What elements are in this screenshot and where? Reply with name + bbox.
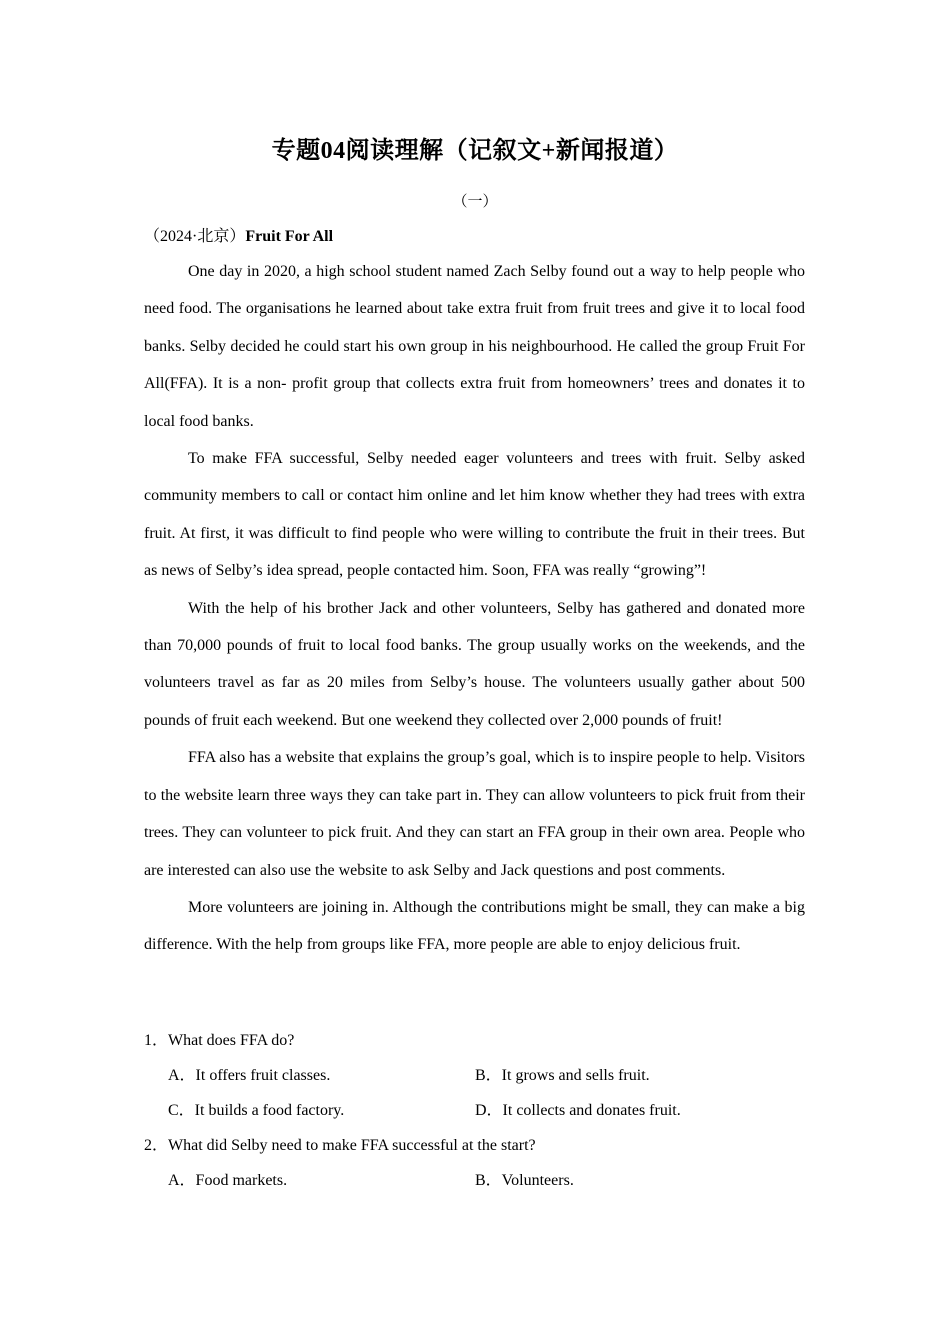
- question-stem: 1．What does FFA do?: [144, 1032, 295, 1049]
- paragraph: One day in 2020, a high school student named Zach Selby found out a way to help people who need food. The organisations he learned about take extra fruit from fruit trees and give it to local food banks. Selby decided he could start his own group in his neighbourhood. He called the group Fruit For All(FFA). It is a non- profit group that collects extra fruit from homeowners’ trees and donates it to local food banks.: [144, 263, 805, 430]
- passage-header: [144, 225, 333, 249]
- question-2: [144, 1134, 805, 1204]
- section-number: （一）: [452, 194, 498, 210]
- option-a: A．It offers fruit classes.: [168, 1067, 331, 1084]
- option-row: [144, 1064, 805, 1099]
- paragraph: FFA also has a website that explains the group’s goal, which is to inspire people to help. Visitors to the website learn three ways they can take part in. They can allow volunteers to pick fruit from their trees. They can volunteer to pick fruit. And they can start an FFA group in their own area. People who are interested can also use the website to ask Selby and Jack questions and post comments.: [144, 749, 805, 879]
- option-b: B．It grows and sells fruit.: [475, 1067, 650, 1084]
- option-c: C．It builds a food factory.: [168, 1102, 345, 1119]
- option-row: [144, 1099, 805, 1134]
- option-row: [144, 1169, 805, 1204]
- document-title: 专题04阅读理解（记叙文+新闻报道）: [271, 138, 679, 164]
- option-b: B．Volunteers.: [475, 1172, 574, 1189]
- question-stem: 2．What did Selby need to make FFA successful at the start?: [144, 1137, 536, 1154]
- paragraph: With the help of his brother Jack and other volunteers, Selby has gathered and donated more than 70,000 pounds of fruit to local food banks. The group usually works on the weekends, and the volunteers travel as far as 20 miles from Selby’s house. The volunteers usually gather about 500 pounds of fruit each weekend. But one weekend they collected over 2,000 pounds of fruit!: [144, 599, 805, 729]
- passage-body: [144, 253, 805, 964]
- passage-title: Fruit For All: [245, 228, 334, 245]
- paragraph: To make FFA successful, Selby needed eager volunteers and trees with fruit. Selby asked community members to call or contact him online and let him know whether they had trees with extra fruit. At first, it was difficult to find people who were willing to contribute the fruit in their trees. But as news of Selby’s idea spread, people contacted him. Soon, FFA was really “growing”!: [144, 450, 805, 580]
- option-a: A．Food markets.: [168, 1172, 288, 1189]
- question-1: [144, 1029, 805, 1134]
- passage-source: （2024·北京）: [144, 228, 246, 245]
- paragraph: More volunteers are joining in. Although the contributions might be small, they can make a big difference. With the help from groups like FFA, more people are able to enjoy delicious fruit.: [144, 898, 805, 954]
- option-d: D．It collects and donates fruit.: [475, 1102, 681, 1119]
- question-list: [144, 1029, 805, 1204]
